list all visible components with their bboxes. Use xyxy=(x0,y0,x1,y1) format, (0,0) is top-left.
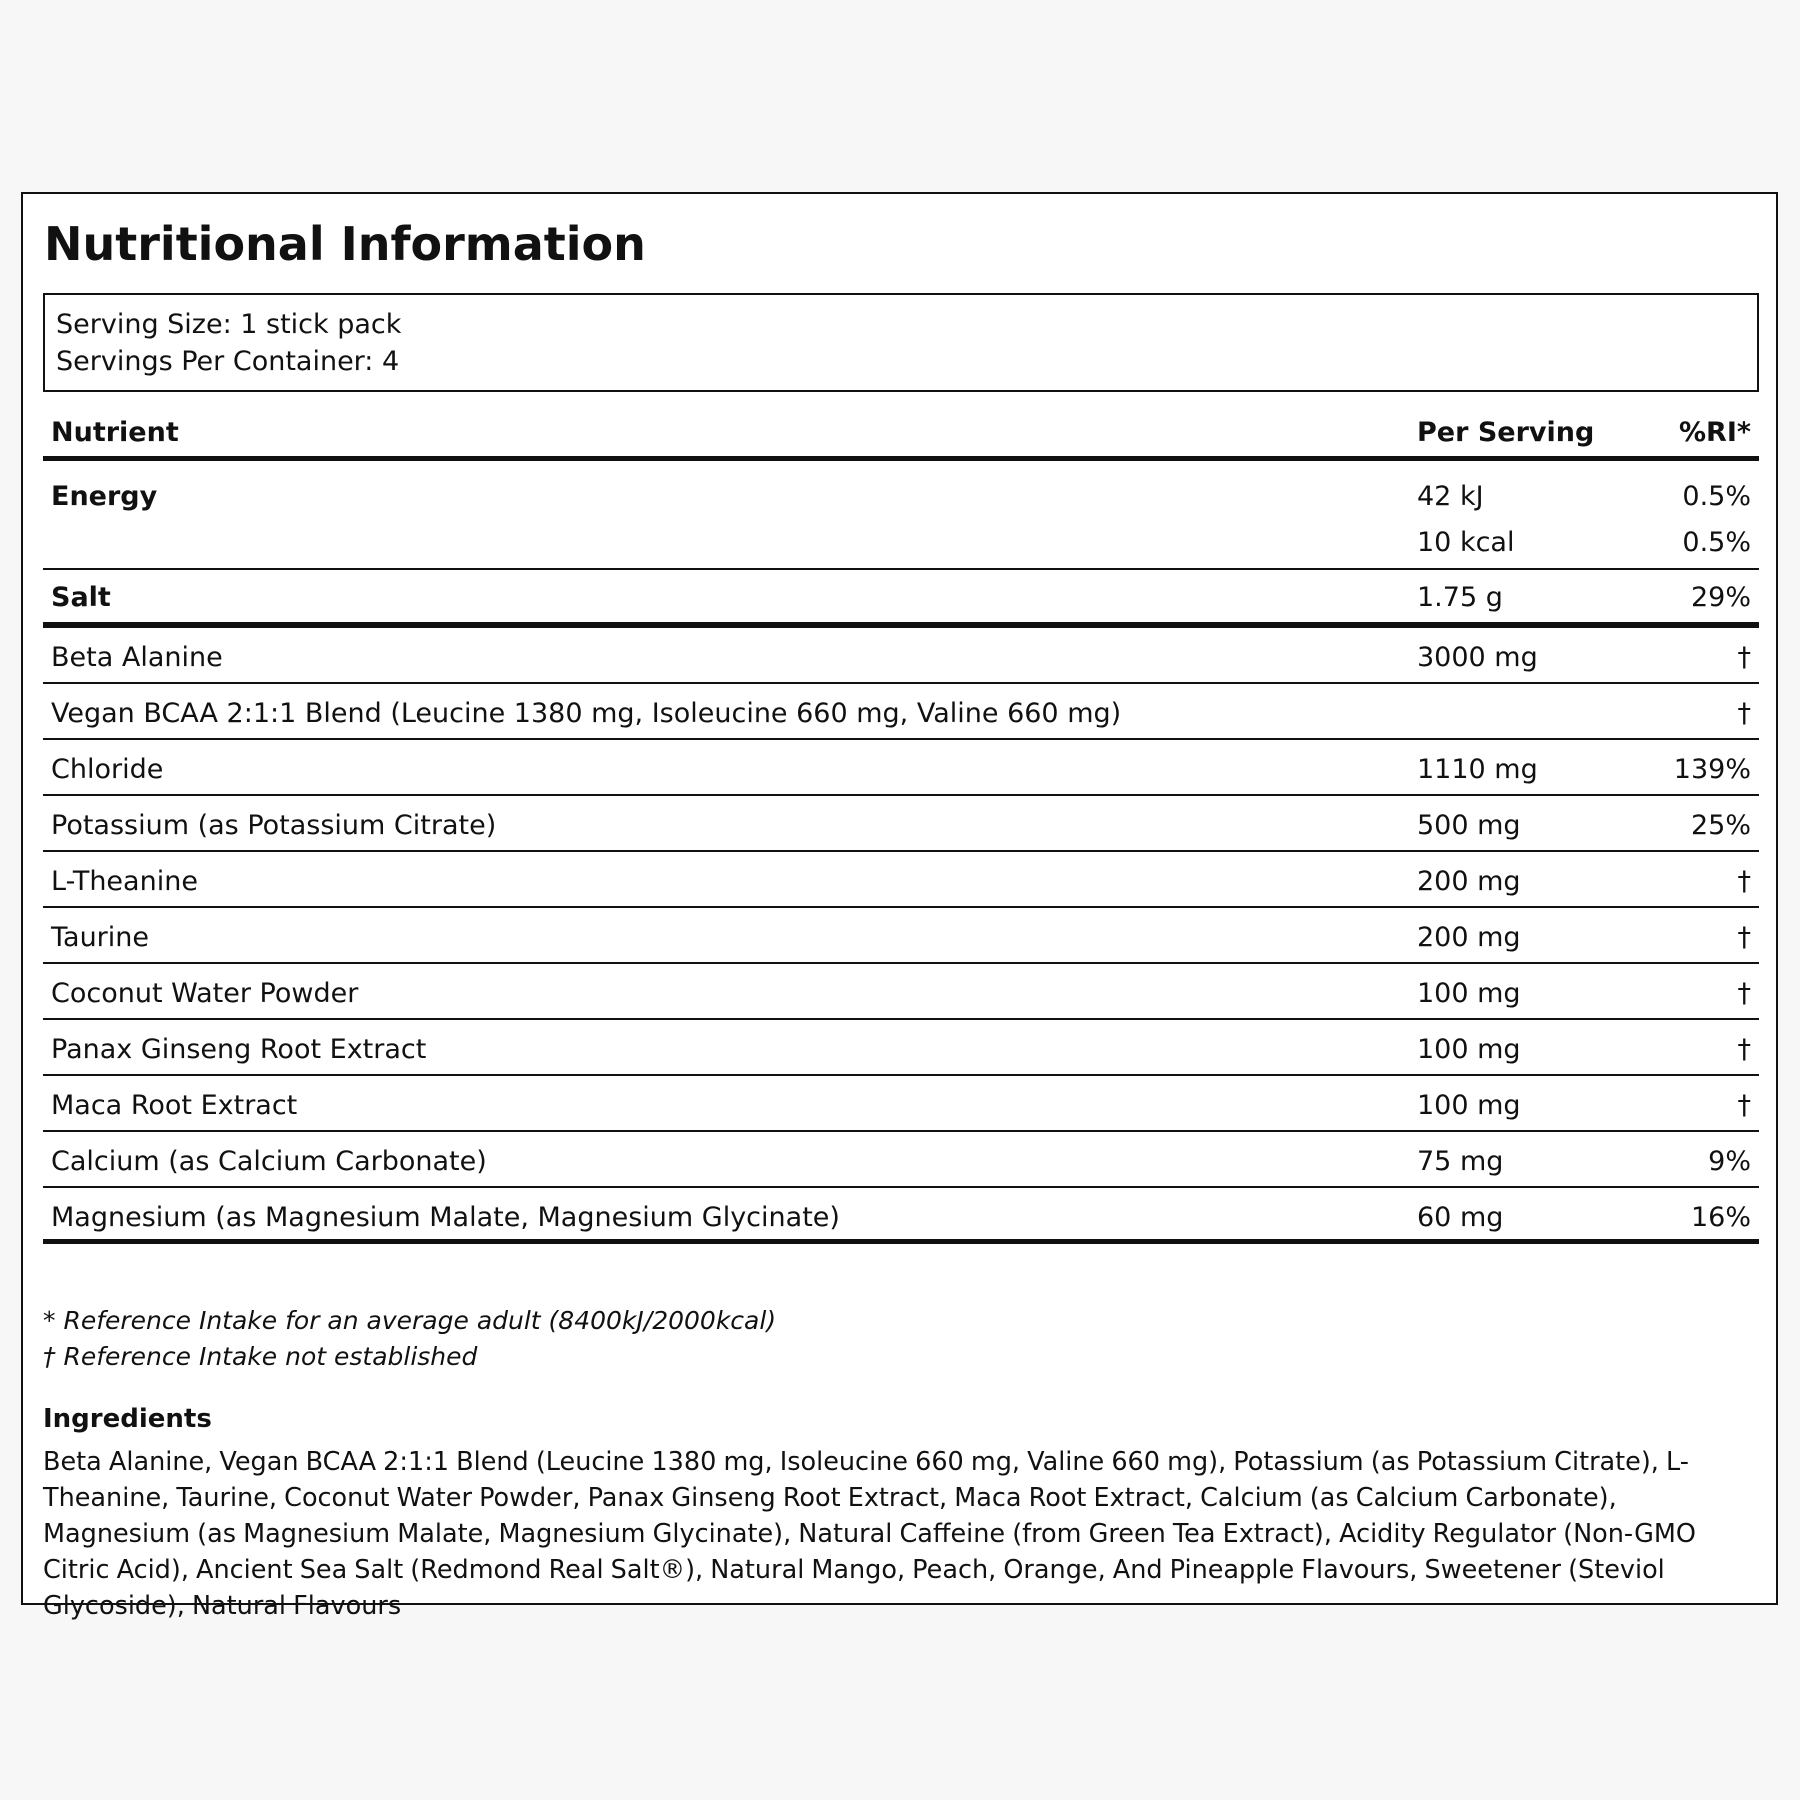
nutrient-ri: 16% xyxy=(1690,1202,1751,1233)
nutrient-amount: 75 mg xyxy=(1417,1146,1504,1177)
salt-row xyxy=(43,570,1759,628)
header-per-serving: Per Serving xyxy=(1417,417,1595,448)
reference-not-established-note: † Reference Intake not established xyxy=(43,1342,478,1371)
ingredients-list: Beta Alanine, Vegan BCAA 2:1:1 Blend (Leucine 1380 mg, Isoleucine 660 mg, Valine 660 mg), Potassium (as Potassium Citrate), L-Theanine, Taurine, Coconut Water Powder, Panax Ginseng Root Extract, Maca Root Extract, Calcium (as Calcium Carbonate), Magnesium (as Magnesium Malate, Magnesium Glycinate), Natural Caffeine (from Green Tea Extract), Acidity Regulator (Non-GMO Citric Acid), Ancient Sea Salt (Redmond Real Salt®), Natural Mango, Peach, Orange, And Pineapple Flavours, Sweetener (Steviol Glycoside), Natural Flavours xyxy=(43,1447,1696,1621)
energy-kj-ri: 0.5% xyxy=(1682,481,1751,512)
energy-kj-amount: 42 kJ xyxy=(1417,481,1484,512)
nutrient-amount: 100 mg xyxy=(1417,1034,1521,1065)
table-row xyxy=(43,852,1759,908)
table-row xyxy=(43,964,1759,1020)
table-row xyxy=(43,1020,1759,1076)
salt-ri: 29% xyxy=(1690,582,1751,613)
reference-intake-note: * Reference Intake for an average adult (8400kJ/2000kcal) xyxy=(43,1306,777,1335)
table-row xyxy=(43,1188,1759,1244)
nutrient-name: Coconut Water Powder xyxy=(51,978,359,1009)
nutrient-ri: † xyxy=(1737,922,1751,953)
nutrient-name: Potassium (as Potassium Citrate) xyxy=(51,810,497,841)
energy-row-kj xyxy=(43,461,1759,515)
nutrient-name: Beta Alanine xyxy=(51,642,223,673)
salt-label: Salt xyxy=(51,582,111,613)
nutrient-ri: 139% xyxy=(1673,754,1751,785)
nutrient-name: Panax Ginseng Root Extract xyxy=(51,1034,427,1065)
nutrient-ri: † xyxy=(1737,978,1751,1009)
nutrient-ri: † xyxy=(1737,1090,1751,1121)
nutrient-ri: † xyxy=(1737,1034,1751,1065)
header-nutrient: Nutrient xyxy=(51,417,179,448)
table-row xyxy=(43,628,1759,684)
nutrient-amount: 3000 mg xyxy=(1417,642,1538,673)
nutrient-amount: 100 mg xyxy=(1417,1090,1521,1121)
table-row xyxy=(43,740,1759,796)
nutrient-ri: 9% xyxy=(1708,1146,1751,1177)
nutrient-amount: 500 mg xyxy=(1417,810,1521,841)
table-header-row xyxy=(43,414,1759,461)
energy-row-kcal xyxy=(43,515,1759,570)
footnotes xyxy=(43,1303,776,1375)
nutrition-panel xyxy=(21,192,1778,1621)
nutrient-amount: 100 mg xyxy=(1417,978,1521,1009)
nutrient-amount: 60 mg xyxy=(1417,1202,1504,1233)
energy-label: Energy xyxy=(51,481,158,512)
nutrient-ri: † xyxy=(1737,698,1751,729)
nutrient-amount: 200 mg xyxy=(1417,922,1521,953)
table-row xyxy=(43,1132,1759,1188)
nutrient-name: Calcium (as Calcium Carbonate) xyxy=(51,1146,487,1177)
nutrient-ri: † xyxy=(1737,866,1751,897)
nutrient-name: Maca Root Extract xyxy=(51,1090,298,1121)
nutrient-name: L-Theanine xyxy=(51,866,198,897)
nutrient-ri: 25% xyxy=(1690,810,1751,841)
nutrient-amount: 200 mg xyxy=(1417,866,1521,897)
salt-amount: 1.75 g xyxy=(1417,582,1503,613)
nutrient-ri: † xyxy=(1737,642,1751,673)
table-row xyxy=(43,684,1759,740)
table-row xyxy=(43,796,1759,852)
table-row xyxy=(43,908,1759,964)
energy-kcal-amount: 10 kcal xyxy=(1417,527,1515,558)
servings-per-container: Servings Per Container: 4 xyxy=(56,346,400,377)
energy-kcal-ri: 0.5% xyxy=(1682,527,1751,558)
serving-size: Serving Size: 1 stick pack xyxy=(56,309,402,340)
nutrient-name: Magnesium (as Magnesium Malate, Magnesium Glycinate) xyxy=(51,1202,840,1233)
nutrient-name: Taurine xyxy=(51,922,150,953)
nutrient-amount: 1110 mg xyxy=(1417,754,1538,785)
page-title: Nutritional Information xyxy=(44,217,646,271)
table-row xyxy=(43,1076,1759,1132)
nutrient-table xyxy=(43,414,1759,1244)
serving-info-box xyxy=(43,293,1759,392)
nutrient-name: Vegan BCAA 2:1:1 Blend (Leucine 1380 mg, Isoleucine 660 mg, Valine 660 mg) xyxy=(51,698,1122,729)
header-ri: %RI* xyxy=(1678,417,1751,448)
nutrient-name: Chloride xyxy=(51,754,164,785)
ingredients-heading: Ingredients xyxy=(43,1404,212,1434)
